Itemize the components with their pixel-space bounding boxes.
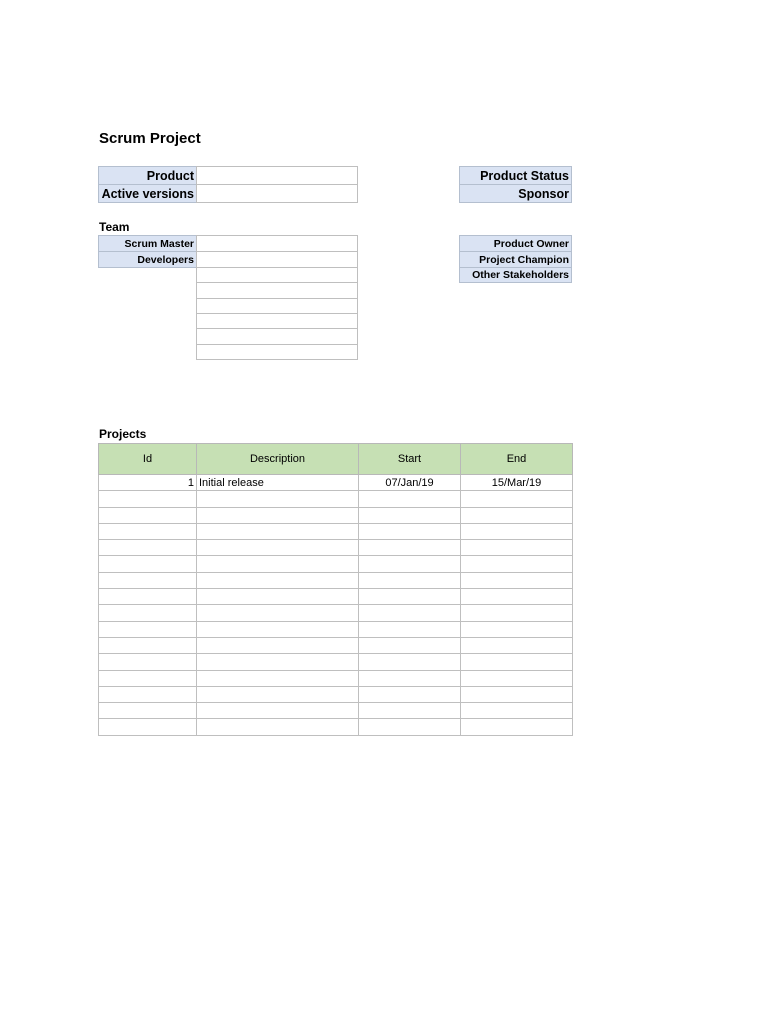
start-cell[interactable] — [359, 621, 461, 637]
end-cell[interactable] — [461, 605, 573, 621]
product-value-cell[interactable] — [196, 166, 358, 185]
id-cell[interactable] — [99, 703, 197, 719]
id-cell[interactable]: 1 — [99, 475, 197, 491]
description-cell[interactable] — [197, 719, 359, 735]
developer-value-cell[interactable] — [196, 251, 358, 268]
id-cell[interactable] — [99, 523, 197, 539]
end-cell[interactable] — [461, 491, 573, 507]
end-cell[interactable] — [461, 670, 573, 686]
table-row — [99, 475, 573, 491]
table-row — [99, 491, 573, 507]
id-cell[interactable] — [99, 491, 197, 507]
description-cell[interactable] — [197, 556, 359, 572]
project-champion-label[interactable]: Project Champion — [459, 251, 572, 268]
end-cell[interactable] — [461, 719, 573, 735]
projects-header-row — [99, 444, 573, 475]
id-cell[interactable] — [99, 637, 197, 653]
table-row — [99, 654, 573, 670]
end-cell[interactable] — [461, 540, 573, 556]
projects-table-body — [99, 475, 573, 736]
description-cell[interactable] — [197, 703, 359, 719]
developer-value-cell[interactable] — [196, 282, 358, 299]
description-cell[interactable] — [197, 540, 359, 556]
table-row — [99, 719, 573, 735]
description-cell[interactable] — [197, 605, 359, 621]
end-cell[interactable] — [461, 507, 573, 523]
description-cell[interactable] — [197, 621, 359, 637]
column-header-id[interactable]: Id — [99, 444, 197, 475]
description-cell[interactable]: Initial release — [197, 475, 359, 491]
end-cell[interactable] — [461, 572, 573, 588]
end-cell[interactable] — [461, 556, 573, 572]
table-row — [99, 523, 573, 539]
team-heading: Team — [99, 220, 130, 234]
table-row — [99, 540, 573, 556]
product-label: Product — [98, 166, 197, 185]
description-cell[interactable] — [197, 572, 359, 588]
start-cell[interactable] — [359, 507, 461, 523]
end-cell[interactable] — [461, 654, 573, 670]
start-cell[interactable] — [359, 589, 461, 605]
developer-value-cell[interactable] — [196, 344, 358, 360]
end-cell[interactable] — [461, 621, 573, 637]
table-row — [99, 572, 573, 588]
developers-label: Developers — [98, 251, 197, 268]
start-cell[interactable] — [359, 637, 461, 653]
id-cell[interactable] — [99, 556, 197, 572]
active-versions-label: Active versions — [98, 184, 197, 203]
id-cell[interactable] — [99, 589, 197, 605]
start-cell[interactable] — [359, 572, 461, 588]
description-cell[interactable] — [197, 654, 359, 670]
column-header-description[interactable]: Description — [197, 444, 359, 475]
table-row — [99, 686, 573, 702]
start-cell[interactable] — [359, 523, 461, 539]
developer-value-cell[interactable] — [196, 267, 358, 283]
id-cell[interactable] — [99, 654, 197, 670]
start-cell[interactable] — [359, 491, 461, 507]
developer-value-cell[interactable] — [196, 313, 358, 329]
table-row — [99, 703, 573, 719]
end-cell[interactable] — [461, 703, 573, 719]
start-cell[interactable] — [359, 654, 461, 670]
start-cell[interactable] — [359, 605, 461, 621]
product-status-label[interactable]: Product Status — [459, 166, 572, 185]
start-cell[interactable] — [359, 556, 461, 572]
description-cell[interactable] — [197, 686, 359, 702]
table-row — [99, 605, 573, 621]
description-cell[interactable] — [197, 523, 359, 539]
end-cell[interactable] — [461, 686, 573, 702]
id-cell[interactable] — [99, 719, 197, 735]
start-cell[interactable] — [359, 540, 461, 556]
document-title: Scrum Project — [99, 130, 201, 147]
end-cell[interactable] — [461, 637, 573, 653]
sponsor-label[interactable]: Sponsor — [459, 184, 572, 203]
projects-heading: Projects — [99, 427, 147, 441]
description-cell[interactable] — [197, 637, 359, 653]
start-cell[interactable] — [359, 719, 461, 735]
description-cell[interactable] — [197, 670, 359, 686]
end-cell[interactable] — [461, 589, 573, 605]
start-cell[interactable] — [359, 686, 461, 702]
id-cell[interactable] — [99, 572, 197, 588]
column-header-end[interactable]: End — [461, 444, 573, 475]
id-cell[interactable] — [99, 670, 197, 686]
id-cell[interactable] — [99, 686, 197, 702]
table-row — [99, 556, 573, 572]
description-cell[interactable] — [197, 491, 359, 507]
end-cell[interactable]: 15/Mar/19 — [461, 475, 573, 491]
other-stakeholders-label[interactable]: Other Stakeholders — [459, 267, 572, 283]
end-cell[interactable] — [461, 523, 573, 539]
projects-table — [98, 443, 573, 736]
start-cell[interactable]: 07/Jan/19 — [359, 475, 461, 491]
table-row — [99, 589, 573, 605]
active-versions-value-cell[interactable] — [196, 184, 358, 203]
id-cell[interactable] — [99, 507, 197, 523]
start-cell[interactable] — [359, 670, 461, 686]
scrum-master-label: Scrum Master — [98, 235, 197, 252]
scrum-master-value-cell[interactable] — [196, 235, 358, 252]
developer-value-cell[interactable] — [196, 298, 358, 314]
description-cell[interactable] — [197, 507, 359, 523]
table-row — [99, 621, 573, 637]
id-cell[interactable] — [99, 605, 197, 621]
description-cell[interactable] — [197, 589, 359, 605]
column-header-start[interactable]: Start — [359, 444, 461, 475]
id-cell[interactable] — [99, 540, 197, 556]
product-owner-label[interactable]: Product Owner — [459, 235, 572, 252]
developer-value-cell[interactable] — [196, 328, 358, 345]
start-cell[interactable] — [359, 703, 461, 719]
id-cell[interactable] — [99, 621, 197, 637]
table-row — [99, 670, 573, 686]
table-row — [99, 507, 573, 523]
table-row — [99, 637, 573, 653]
